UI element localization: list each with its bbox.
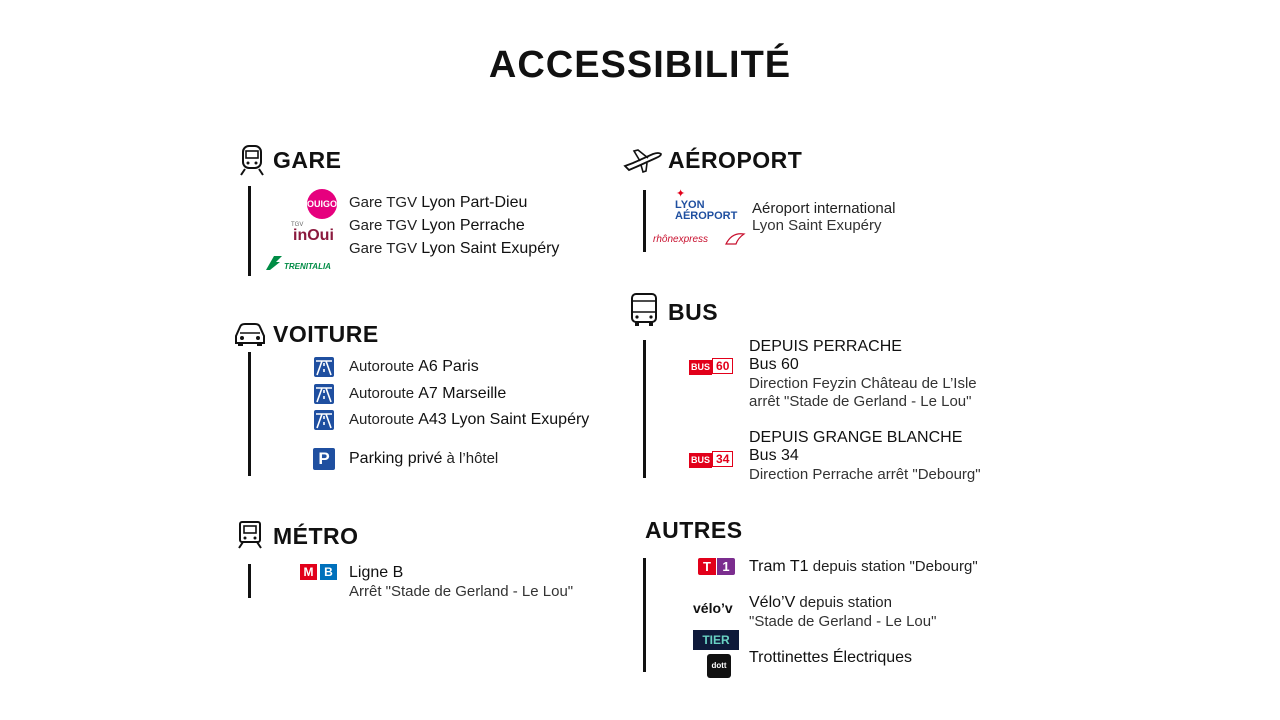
bus-route-heading: DEPUIS PERRACHE	[749, 338, 902, 355]
voiture-item-prefix: Autoroute	[349, 411, 415, 428]
gare-item	[349, 240, 559, 258]
metro-stop: Arrêt "Stade de Gerland - Le Lou"	[349, 583, 574, 600]
autres-divider	[643, 558, 646, 672]
lyon-airport-logo-line2: AÉROPORT	[675, 210, 738, 222]
gare-item-name: Lyon Part-Dieu	[421, 194, 528, 211]
autres-title: AUTRES	[645, 517, 743, 543]
bus-route-direction: Direction Feyzin Château de L’Isle	[749, 375, 977, 392]
bus-divider	[643, 340, 646, 478]
gare-item-prefix: Gare TGV	[349, 240, 418, 257]
velov-logo-text: vélo’v	[693, 600, 733, 616]
ouigo-logo-text: OUIGO	[307, 199, 338, 209]
voiture-item-name: A43 Lyon Saint Exupéry	[418, 411, 590, 428]
bus-badge-label: BUS	[689, 360, 712, 375]
bus-route-line: Bus 60	[749, 356, 799, 373]
metro-icon	[236, 520, 264, 555]
airplane-icon	[623, 146, 663, 179]
bus-route-direction: Direction Perrache arrêt "Debourg"	[749, 466, 981, 483]
parking-icon: P	[313, 448, 335, 470]
lyon-airport-logo	[675, 200, 737, 222]
voiture-item	[349, 358, 479, 376]
tram-t-badge: T	[698, 558, 716, 575]
dott-logo: dott	[707, 654, 731, 678]
tram-text	[749, 558, 978, 576]
rhonexpress-emblem-icon	[724, 230, 746, 251]
voiture-item	[349, 385, 506, 403]
velov-logo	[693, 600, 733, 616]
gare-item	[349, 217, 525, 235]
lyon-airport-logo-line1: LYON	[675, 199, 705, 211]
velov-bold: Vélo’V	[749, 594, 796, 611]
aeroport-line1: Aéroport international	[752, 200, 896, 217]
trottinettes-text: Trottinettes Électriques	[749, 649, 913, 666]
gare-item-name: Lyon Perrache	[421, 217, 525, 234]
gare-item-prefix: Gare TGV	[349, 194, 418, 211]
aeroport-line2: Lyon Saint Exupéry	[752, 217, 882, 234]
bus-route-line: Bus 34	[749, 447, 799, 464]
voiture-divider	[248, 352, 251, 476]
inoui-logo: inOui	[293, 227, 334, 244]
motorway-icon	[314, 357, 334, 377]
voiture-item-prefix: Autoroute	[349, 358, 415, 375]
motorway-icon	[314, 410, 334, 430]
voiture-item-name: A7 Marseille	[418, 385, 507, 402]
velov-rest: depuis station	[799, 594, 892, 611]
bus-34-badge	[689, 450, 733, 468]
bus-title: BUS	[668, 299, 719, 325]
inoui-small-label: TGV	[291, 222, 304, 228]
bus-icon	[628, 292, 660, 333]
ouigo-logo	[307, 189, 337, 219]
metro-line: Ligne B	[349, 564, 404, 581]
parking-text	[349, 450, 498, 468]
bus-badge-number: 34	[712, 451, 733, 467]
tram-1-badge: 1	[717, 558, 735, 575]
rhonexpress-logo: rhônexpress	[653, 234, 709, 245]
page-title: ACCESSIBILITÉ	[488, 44, 792, 86]
gare-item-name: Lyon Saint Exupéry	[421, 240, 560, 257]
motorway-icon	[314, 384, 334, 404]
aeroport-divider	[643, 190, 646, 252]
gare-item-prefix: Gare TGV	[349, 217, 418, 234]
metro-title: MÉTRO	[273, 523, 359, 549]
parking-rest: à l’hôtel	[446, 450, 499, 467]
tier-logo: TIER	[693, 630, 739, 650]
train-icon	[236, 143, 270, 182]
bus-route-heading: DEPUIS GRANGE BLANCHE	[749, 429, 963, 446]
metro-m-badge: M	[300, 564, 317, 580]
tram-rest: depuis station "Debourg"	[812, 558, 978, 575]
velov-text	[749, 594, 892, 612]
bus-badge-number: 60	[712, 358, 733, 374]
lyon-airport-star-icon: ✦	[676, 188, 686, 200]
metro-divider	[248, 564, 251, 598]
voiture-title: VOITURE	[273, 321, 379, 347]
aeroport-title: AÉROPORT	[668, 147, 803, 173]
bus-route-stop: arrêt "Stade de Gerland - Le Lou"	[749, 393, 972, 410]
trenitalia-logo-text: TRENITALIA	[284, 262, 331, 271]
bus-badge-label: BUS	[689, 453, 712, 468]
bus-60-badge	[689, 357, 733, 375]
parking-bold: Parking privé	[349, 450, 443, 467]
velov-line2: "Stade de Gerland - Le Lou"	[749, 613, 937, 630]
gare-title: GARE	[273, 147, 342, 173]
voiture-item-prefix: Autoroute	[349, 385, 415, 402]
car-icon	[233, 318, 267, 353]
voiture-item-name: A6 Paris	[418, 358, 479, 375]
trenitalia-logo	[264, 254, 284, 277]
gare-item	[349, 194, 527, 212]
metro-b-badge: B	[320, 564, 337, 580]
voiture-item	[349, 411, 589, 429]
tram-bold: Tram T1	[749, 558, 809, 575]
gare-divider	[248, 186, 251, 276]
